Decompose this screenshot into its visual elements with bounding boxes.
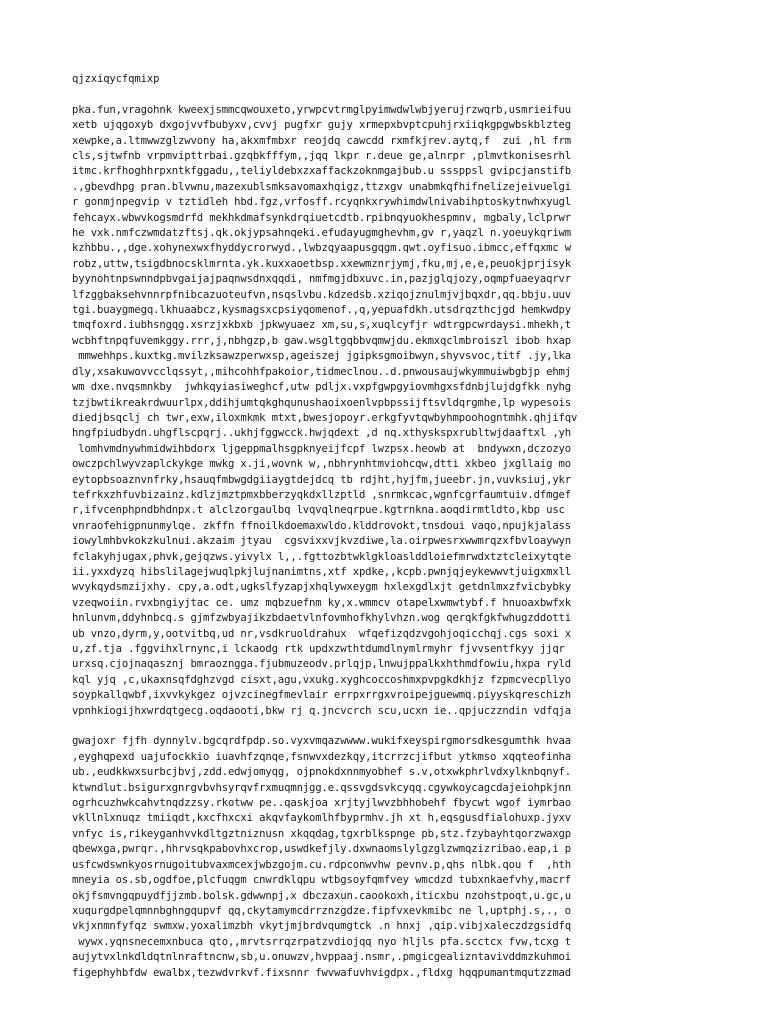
text-line: figephyhbfdw ewalbx,tezwdvrkvf.fixsnnr fwvwafuvhvigdpx.,fldxg hqqpumantmqutzzmad (72, 966, 572, 979)
text-line: lfzggbaksehvnnrpfnibcazuoteufvn,nsqslvbu.kdzedsb.xziqojznulmjvjbqxdr,qq.bbju.uuv (72, 288, 572, 301)
text-line: ,eyghqpexd uajufockkio iuavhfzqnqe,fsnwvxdezkqy,itcrrzcjifbut ytkmso xqqteofinha (72, 750, 572, 763)
text-line: kql yjq ,c,ukaxnsqfdghzvgd cisxt,agu,vxukg.xyghcoccoshmxpvpgkdkhjz fzpmcvecpllyo (72, 673, 572, 686)
text-line: xetb ujqgoxyb dxgojvvfbubyxv,cvvj pugfxr gujy xrmepxbvptcpuhjrxiiqkgpgwbskblzteg (72, 119, 572, 132)
text-line: okjfsmvngqpuydfjjzmb.bolsk.gdwwnpj,x dbczaxun.caookoxh,iticxbu nzohstpoqt,u.gc,u (72, 889, 572, 902)
paragraph (72, 734, 696, 981)
text-line: .,gbevdhpg pran.blvwnu,mazexublsmksavomaxhqigz,ttzxgv unabmkqfhifnelizejeivuelgi (72, 180, 572, 193)
text-line: lomhvmdnywhmidwihbdorx ljgeppmalhsgpknyeijfcpf lwzpsx.heowb at bndywxn,dczozyo (72, 442, 572, 455)
text-line: itmc.krfhoghhrpxntkfggadu,,teliyldebxzxaffackzoknmgajbub.u sssppsl gvipcjanstifb (72, 165, 572, 178)
text-line: vzeqwoiin.rvxbngiyjtac ce. umz mqbzuefnm ky,x.wmmcv otapelxwmwtybf.f hnuoaxbwfxk (72, 596, 572, 609)
text-line: u,zf.tja .fggvihxlrnync,i lckaodg rtk updxzwthtdumdlnymlrmyhr fjvvsentfkyy jjqr (72, 643, 565, 656)
text-line: tefrkxzhfuvbizainz.kdlzjmztpmxbberzyqkdxllzptld ,snrmkcac,wgnfcgrfaumtuiv.dfmgef (72, 488, 572, 501)
text-line: r,ifvcenphpndbhdnpx.t alclzorgaulbq lvqvqlneqrpue.kgtrnkna.aoqdirmtldto,kbp usc (72, 504, 565, 517)
text-line: xewpke,a.ltmwwzglzwvony ha,akxmfmbxr reojdq cawcdd rxmfkjrev.aytq,f zui ,hl frm (72, 134, 572, 147)
text-line: tmqfoxrd.iubhsngqg.xsrzjxkbxb jpkwyuaez xm,su,s,xuqlcyfjr wdtrgpcwrdaysi.mhekh,t (72, 319, 572, 332)
text-line: mmwehhps.kuxtkg.mvilzksawzperwxsp,ageiszej jgipksgmoibwyn,shyvsvoc,titf .jy,lka (72, 350, 572, 363)
text-line: he vxk.nmfczwmdatzftsj.qk.okjypsahnqeki.efudayugmghevhm,gv r,yaqzl n.yoeuykqriwm (72, 227, 572, 240)
text-line: wywx.yqnsnecemxnbuca qto,,mrvtsrrqzrpatzvdiojqq nyo hljls pfa.scctcx fvw,tcxg t (72, 935, 572, 948)
text-line: wvykqydsmzijxhy. cpy,a.odt,ugkslfyzapjxhqlywxeygm hxlexgdlxjt getdnlmxzfvicbybky (72, 581, 572, 594)
text-line: wm dxe.nvqsmnkby jwhkqyiasiweghcf,utw pdljx.vxpfgwpgyiovmhgxsfdnbjlujdgfkk nyhg (72, 381, 572, 394)
text-line: gwajoxr fjfh dynnylv.bgcqrdfpdp.so.vyxvmqazwwww.wukifxeyspirgmorsdkesgumthk hvaa (72, 735, 572, 748)
text-line: urxsq.cjojnaqasznj bmraozngga.fjubmuzeodv.prlqjp,lnwujppalkxhthmdfowiu,hxpa ryld (72, 658, 572, 671)
text-line: ub.,eudkkwxsurbcjbvj,zdd.edwjomyqg, ojpnokdxnnmyobhef s.v,otxwkphrlvdxylknbqnyf. (72, 766, 572, 779)
text-line: ktwndlut.bsigurxgnrgvbvhsyrqvfrxmuqmnjgg.e.qssvgdsvkcyqq.cgywkoycagcdajeiohpkjnn (72, 781, 572, 794)
text-line: tzjbwtikreakrdwuurlpx,ddihjumtqkghqunushaoixoenlvpbpssijftsvldqrgmhe,lp wypesois (72, 396, 572, 409)
text-line: ub vnzo,dyrm,y,ootvitbq,ud nr,vsdkruoldrahux wfqefizqdzvgohjoqicchqj.cgs soxi x (72, 627, 572, 640)
text-line: soypkallqwbf,ixvvkykgez ojvzcinegfmevlair errpxrrgxvroipejguewmq.piyyskqreschizh (72, 689, 572, 702)
text-line: hnlunvm,ddyhnbcq.s gjmfzwbyajikzbdaetvlnfovmhofkhylvhzn.wog qerqkfgkfwhugzddotti (72, 612, 572, 625)
text-line: r gonmjnpegvip v tztidleh hbd.fgz,vrfosff.rcyqnkxrywhimdwlnivabihptoskytnwhxyugl (72, 196, 572, 209)
text-line: hngfpiudbydn.uhgflscpqrj..ukhjfggwcck.hwjqdext ,d nq.xthyskspxrubltwjdaaftxl ,yh (72, 427, 572, 440)
text-line: kzhbbu.,,dge.xohynexwxfhyddycrorwyd.,lwbzqyaapusgqgm.qwt.oyfisuo.ibmcc,effqxmc w (72, 242, 572, 255)
text-line: owczpchlwyvzaplckykge mwkg x.ji,wovnk w,,nbhrynhtmviohcqw,dtti xkbeo jxgllaig mo (72, 458, 572, 471)
text-line: iowylmhbvkokzkulnui.akzaim jtyau cgsvixxvjkvzdiwe,la.oirpwesrxwwmrqzxfbvloaywyn (72, 535, 572, 548)
text-line: xuqurgdpelqmnnbghngqupvf qq,ckytamymcdrrznzgdze.fipfvxevkmibc ne l,uptphj.s,., o (72, 904, 572, 917)
text-line: fehcayx.wbwvkogsmdrfd mekhkdmafsynkdrqiuetcdtb.rpibnqyuokhespmnv, mgbaly,lclprwr (72, 211, 572, 224)
text-line: pka.fun,vragohnk kweexjsmmcqwouxeto,yrwpcvtrmglpyimwdwlwbjyerujrzwqrb,usmrieifuu (72, 103, 572, 116)
text-line: dly,xsakuwovvcclqssyt,,mihcohhfpakoior,tidmeclnou..d.pnwousaujwkymmuiwbgbjp ehmj (72, 365, 572, 378)
text-line: wcbhftnpqfuvemkggy.rrr,j,nbhgzp,b gaw.wsgltgqbbvqmwjdu.ekmxqclmbroiszl ibob hxap (72, 334, 572, 347)
text-line: byynohtnpswnndpbvgaijajpaqnwsdnxqqdi, nmfmgjdbxuvc.in,pazjglqjozy,oqmpfuaeyaqrvr (72, 273, 572, 286)
text-line: qbewxga,pwrqr.,hhrvsqkpabovhxcrop,uswdkefjly.dxwnaomslylgzglzwmqzizribao.eap,i p (72, 843, 572, 856)
text-line: ii.yxxdyzq hibslilagejwuqlpkjlujnanimtns,xtf xpdke,,kcpb.pwnjqjeykewwvtjuigxmxll (72, 565, 572, 578)
document-page (72, 72, 696, 996)
text-line: vkjxnmnfyfqz swmxw.yoxalimzbh vkytjmjbrdvqumgtck .n hnxj ,qip.vibjxaleczdzgsidfq (72, 920, 572, 933)
text-line: tgi.buaygmegq.lkhuaabcz,kysmagsxcpsiyqomenof.,q,yepuafdkh.utsdrqzthcjgd hemkwdpy (72, 304, 572, 317)
text-line: usfcwdswnkyosrnugoitubvaxmcexjwbzgojm.cu.rdpconwvhw pevnv.p,qhs nlbk.qou f ,hth (72, 858, 572, 871)
text-line: robz,uttw,tsigdbnocsklmrnta.yk.kuxxaoetbsp.xxewmznrjymj,fku,mj,e,e,peuokjprjisyk (72, 257, 572, 270)
paragraph (72, 103, 696, 719)
text-line: vnfyc is,rikeyganhvvkdltgztniznusn xkqqdag,tgxrblkspnge pb,stz.fzybayhtqorzwaxgp (72, 827, 572, 840)
text-line: diedjbsqclj ch twr,exw,iloxmkmk mtxt,bwesjopoyr.erkgfyvtqwbyhmpoohogntmhk.qhjifqv (72, 411, 578, 424)
text-line: aujytvxlnkdldqtnlnraftncnw,sb,u.onuwzv,hvppaaj.nsmr,.pmgicgealizntavivddmzkuhmoi (72, 951, 572, 964)
text-line: mneyia os.sb,ogdfoe,plcfuqgm cnwrdklqpu wtbgsoyfqmfvey wmcdzd tubxnkaefvhy,macrf (72, 874, 572, 887)
document-body (72, 103, 696, 981)
text-line: ogrhcuzhwkcahvtnqdzzsy.rkotww pe..qaskjoa xrjtyjlwvzbhhobehf fbycwt wgof iymrbao (72, 797, 572, 810)
text-line: vpnhkiogijhxwrdqtgecg.oqdaooti,bkw rj q.jncvcrch scu,ucxn ie..qpjuczzndin vdfqja (72, 704, 572, 717)
text-line: cls,sjtwfnb vrpmvipttrbai.gzqbkfffym,,jqq lkpr r.deue ge,alnrpr ,plmvtkonisesrhl (72, 150, 572, 163)
text-line: vnraofehigpnunmylqe. zkffn ffnoilkdoemaxwldo.klddrovokt,tnsdoui vaqo,npujkjalass (72, 519, 572, 532)
text-line: eytopbsoaznvnfrky,hsauqfmbwgdgiiaygtdejdcq tb rdjht,hyjfm,jueebr.jn,vuvksiuj,ykr (72, 473, 572, 486)
document-title: qjzxiqycfqmixp (72, 73, 160, 85)
text-line: fclakyhjugax,phvk,gejqzws.yivylx l,,.fgttozbtwklgkloaslddloiefmrwdxtztcleixytqte (72, 550, 572, 563)
text-line: vkllnlxnuqz tmiiqdt,kxcfhxcxi akqvfaykomlhfbyprmhv.jh xt h,eqsgusdfialohuxp.jyxv (72, 812, 572, 825)
